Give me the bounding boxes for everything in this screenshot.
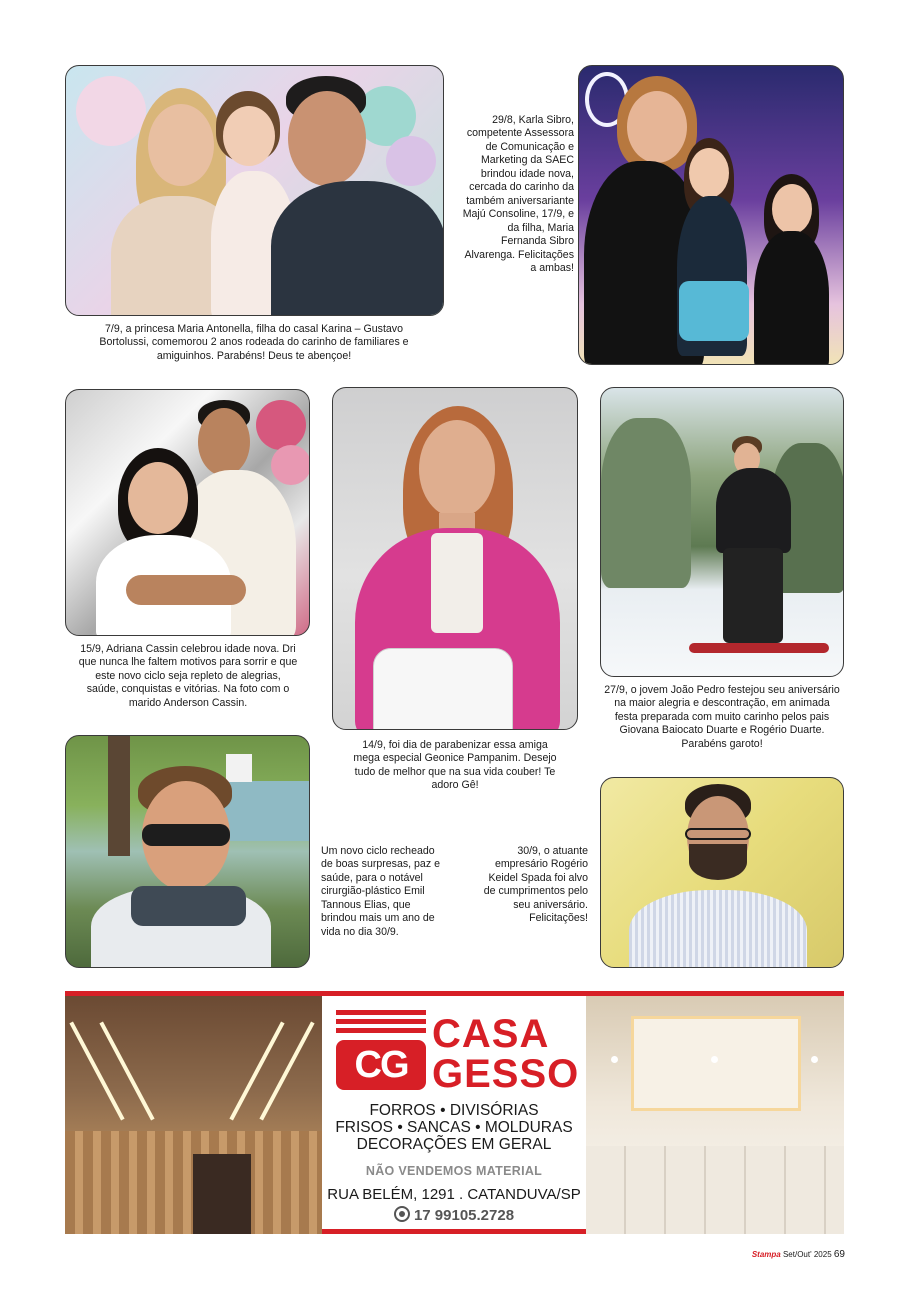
woman-face bbox=[128, 462, 188, 534]
woman-blouse bbox=[431, 533, 483, 633]
logo-cg-mark: CG bbox=[336, 1040, 426, 1090]
ceiling-light bbox=[69, 1021, 124, 1120]
ad-interior-photo-right bbox=[586, 996, 844, 1234]
caption-joao-pedro: 27/9, o jovem João Pedro festejou seu aniversário na maior alegria e descontração, em animada festa preparada com muito carinho pelos pais Giovana Baiocato Duarte e Rogério Duarte. Parabéns garoto! bbox=[604, 684, 840, 750]
no-sell-notice: NÃO VENDEMOS MATERIAL bbox=[365, 1164, 543, 1178]
page-number: 69 bbox=[833, 1249, 845, 1260]
services-line3: DECORAÇÕES EM GERAL bbox=[356, 1136, 552, 1153]
child-face bbox=[223, 106, 275, 166]
girl2-body bbox=[754, 231, 829, 365]
photo-joao-pedro bbox=[600, 387, 844, 677]
balloon-decor bbox=[76, 76, 146, 146]
scarf bbox=[131, 886, 246, 926]
balloon-decor bbox=[386, 136, 436, 186]
ad-casa-gesso bbox=[65, 991, 844, 1234]
brand-name-line2: GESSO bbox=[432, 1052, 580, 1096]
ad-phone bbox=[322, 1206, 586, 1224]
chair bbox=[373, 648, 513, 730]
snowshoe bbox=[689, 643, 829, 653]
caption-maria-antonella: 7/9, a princesa Maria Antonella, filha do casal Karina – Gustavo Bortolussi, comemorou 2 anos rodeada do carinho de familiares e amiguinhos. Parabéns! Deus te abençoe! bbox=[99, 323, 409, 362]
caption-rogerio: 30/9, o atuante empresário Rogério Keidel Spada foi alvo de cumprimentos pelo seu aniversário. Felicitações! bbox=[483, 845, 588, 925]
girl1-face bbox=[689, 148, 729, 198]
art-frame bbox=[193, 1154, 251, 1234]
footer-issue: Set/Out' 2025 bbox=[782, 1250, 832, 1259]
man-body bbox=[271, 181, 444, 316]
caption-karla-sibro: 29/8, Karla Sibro, competente Assessora de Comunicação e Marketing da SAEC brindou idade nova, cercada do carinho da também aniversariante Majú Consoline, 17/9, e da filha, Maria Fernanda Sibro Alvarenga. Felicitações a ambas! bbox=[462, 114, 574, 274]
kitchen-cabinets bbox=[586, 1146, 844, 1234]
casa-gesso-logo bbox=[336, 1010, 426, 1090]
girl2-face bbox=[772, 184, 812, 234]
ceiling-light bbox=[229, 1021, 284, 1120]
photo-maria-antonella bbox=[65, 65, 444, 316]
logo-stripe bbox=[336, 1019, 426, 1024]
photo-emil bbox=[65, 735, 310, 968]
snowy-tree bbox=[601, 418, 691, 588]
photo-karla-sibro bbox=[578, 65, 844, 365]
tree-trunk bbox=[108, 736, 130, 856]
house bbox=[226, 754, 252, 782]
ad-phone-number: 17 99105.2728 bbox=[413, 1207, 515, 1224]
boy-pants bbox=[723, 548, 783, 643]
ad-bottom-bar bbox=[322, 1229, 586, 1234]
ceiling-light bbox=[99, 1021, 154, 1120]
girl1-skirt bbox=[679, 281, 749, 341]
downlight bbox=[711, 1056, 718, 1063]
photo-rogerio bbox=[600, 777, 844, 968]
caption-adriana-cassin: 15/9, Adriana Cassin celebrou idade nova. Dri que nunca lhe faltem motivos para sorrir e que este novo ciclo seja repleto de alegrias, saúde, conquistas e vitórias. Na foto com o marido Anderson Cassin. bbox=[78, 643, 298, 709]
ceiling-cove bbox=[631, 1016, 801, 1111]
woman-face bbox=[148, 104, 214, 186]
logo-stripe bbox=[336, 1010, 426, 1015]
man-shirt bbox=[629, 890, 807, 968]
arms-embrace bbox=[126, 575, 246, 605]
photo-geonice bbox=[332, 387, 578, 730]
ceiling-light bbox=[259, 1021, 314, 1120]
beard bbox=[689, 844, 747, 880]
whatsapp-icon bbox=[394, 1206, 410, 1222]
downlight bbox=[611, 1056, 618, 1063]
ad-interior-photo-left bbox=[65, 996, 322, 1234]
brand-name-line1: CASA bbox=[432, 1012, 550, 1056]
footer-brand: Stampa bbox=[751, 1250, 781, 1259]
woman-face bbox=[419, 420, 495, 518]
caption-geonice: 14/9, foi dia de parabenizar essa amiga mega especial Geonice Pampanim. Desejo tudo de melhor que na sua vida couber! Te adoro Gê! bbox=[353, 739, 557, 792]
sunglasses bbox=[142, 824, 230, 846]
downlight bbox=[811, 1056, 818, 1063]
balloon-decor bbox=[271, 445, 310, 485]
caption-emil: Um novo ciclo recheado de boas surpresas, paz e saúde, para o notável cirurgião-plástico Emil Tannous Elias, que brindou mais um ano de vida no dia 30/9. bbox=[321, 845, 440, 938]
logo-stripe bbox=[336, 1028, 426, 1033]
services-line1: FORROS • DIVISÓRIAS bbox=[369, 1102, 539, 1119]
man-face bbox=[288, 91, 366, 186]
boy-jacket bbox=[716, 468, 791, 553]
man-face bbox=[198, 408, 250, 476]
page-footer bbox=[752, 1249, 845, 1260]
woman-face bbox=[627, 91, 687, 163]
ad-center-panel bbox=[322, 996, 586, 1234]
ad-address: RUA BELÉM, 1291 . CATANDUVA/SP bbox=[327, 1186, 581, 1203]
glasses bbox=[685, 828, 751, 840]
photo-adriana-cassin bbox=[65, 389, 310, 636]
services-line2: FRISOS • SANCAS • MOLDURAS bbox=[335, 1119, 573, 1136]
balloon-decor bbox=[256, 400, 306, 450]
